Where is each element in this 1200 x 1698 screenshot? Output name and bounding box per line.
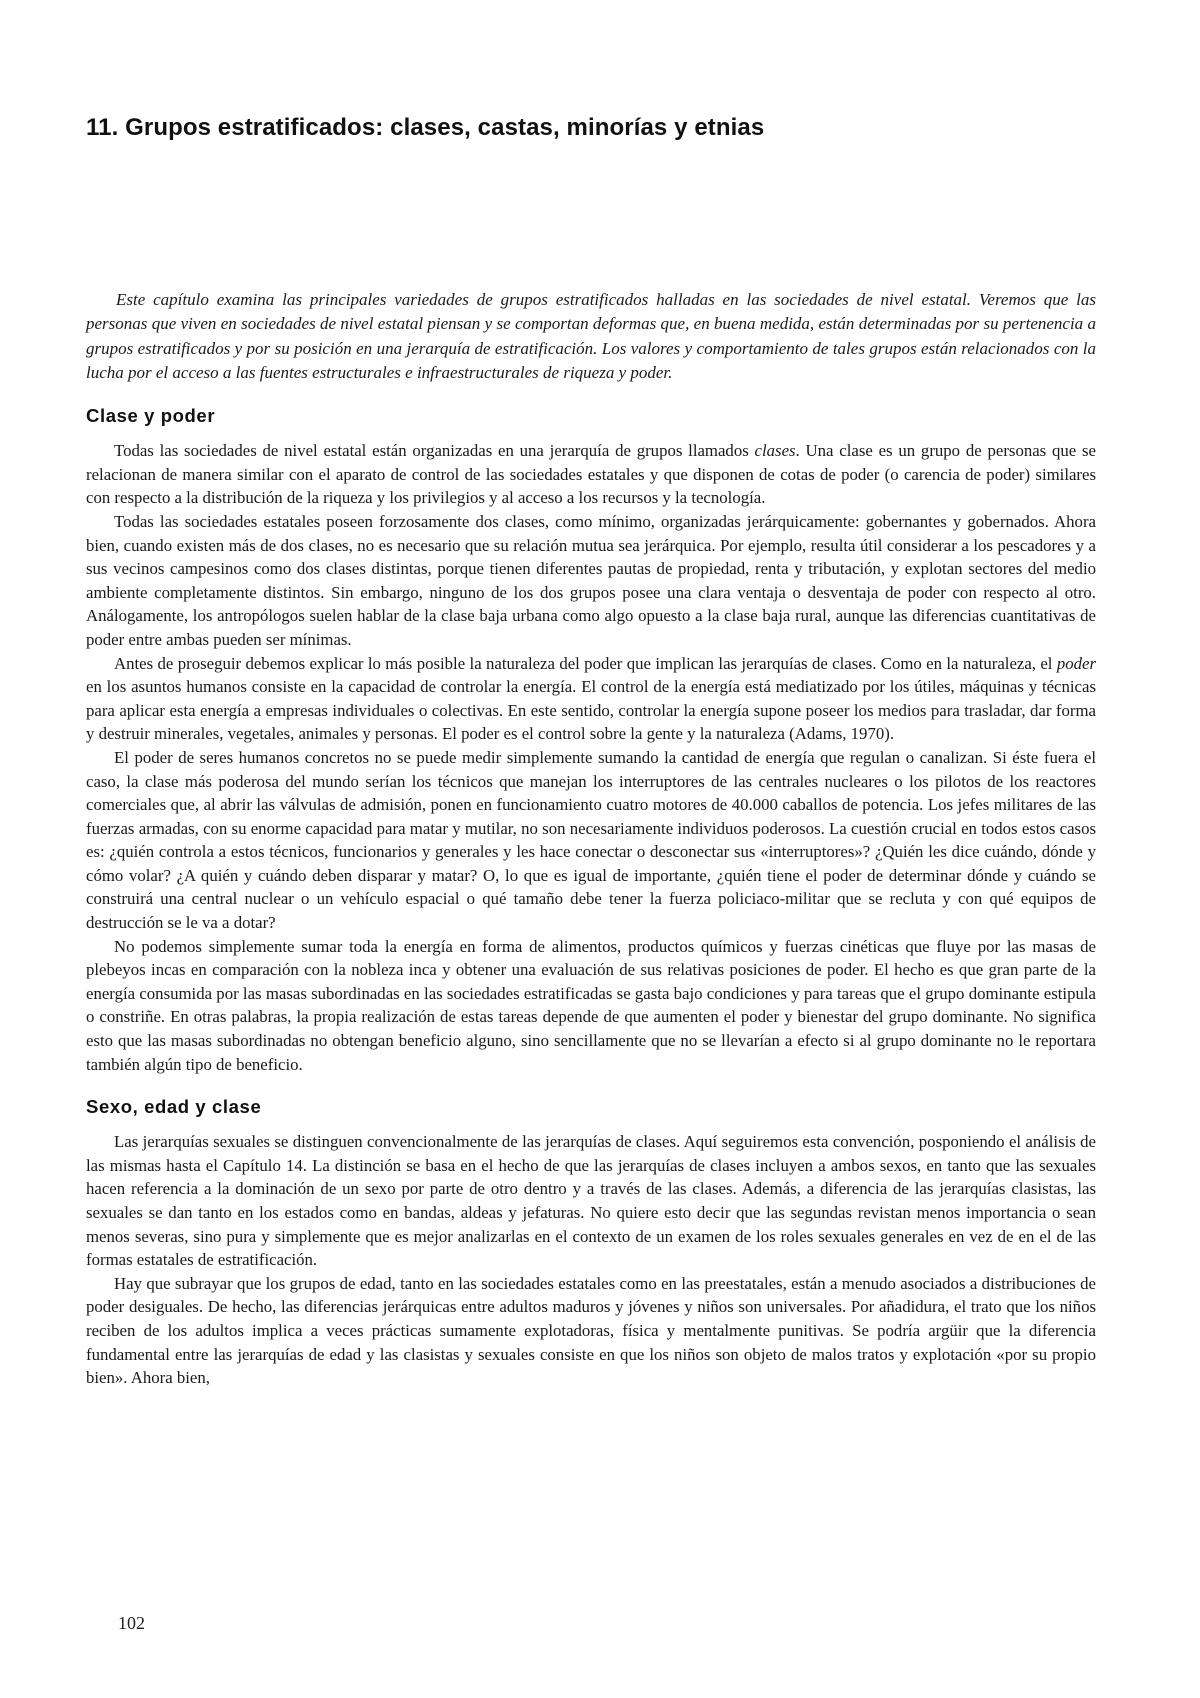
paragraph	[86, 439, 1096, 510]
paragraph-text: . Una clase es un grupo de personas que se relacionan de manera similar con el aparato de control de las sociedades estatales y que disponen de cotas de poder (o carencia de poder) similares con respecto a la distribución de la riqueza y los privilegios y al acceso a los recursos y la tecnología.	[86, 441, 1096, 508]
chapter-abstract: Este capítulo examina las principales variedades de grupos estratificados halladas en las sociedades de nivel estatal. Veremos que las personas que viven en sociedades de nivel estatal piensan y se comportan deformas que, en buena medida, están determinadas por su pertenencia a grupos estratificados y por su posición en una jerarquía de estratificación. Los valores y comportamiento de tales grupos están relacionados con la lucha por el acceso a las fuentes estructurales e infraestructurales de riqueza y poder.	[86, 290, 1096, 382]
chapter-title: 11. Grupos estratificados: clases, castas, minorías y etnias	[86, 114, 765, 141]
paragraph-text: Antes de proseguir debemos explicar lo más posible la naturaleza del poder que implican las jerarquías de clases. Como en la naturaleza, el	[114, 653, 1057, 673]
section-heading: Sexo, edad y clase	[86, 1096, 262, 1118]
section-sexo-edad-y-clase	[86, 1095, 1096, 1390]
section-heading: Clase y poder	[86, 405, 216, 427]
paragraph: El poder de seres humanos concretos no se puede medir simplemente sumando la cantidad de energía que regulan o canalizan. Si éste fuera el caso, la clase más poderosa del mundo serían los técnicos que manejan los interruptores de las centrales nucleares o los pilotos de los reactores comerciales que, al abrir las válvulas de admisión, ponen en funcionamiento cuatro motores de 40.000 caballos de potencia. Los jefes militares de las fuerzas armadas, con su enorme capacidad para matar y mutilar, no son necesariamente individuos poderosos. La cuestión crucial en todos estos casos es: ¿quién controla a estos técnicos, funcionarios y generales y les hace conectar o desconectar sus «interruptores»? ¿Quién les dice cuándo, dónde y cómo volar? ¿A quién y cuándo deben disparar y matar? O, lo que es igual de importante, ¿quién tiene el poder de determinar dónde y cuándo se construirá una central nuclear o un vehículo espacial o qué tamaño debe tener la fuerza policiaco-militar que se recluta y con qué equipos de destrucción se le va a dotar?	[86, 747, 1096, 933]
paragraph: Las jerarquías sexuales se distinguen convencionalmente de las jerarquías de clases. Aquí seguiremos esta convención, posponiendo el análisis de las mismas hasta el Capítulo 14. La distinción se basa en el hecho de que las jerarquías de clases incluyen a ambos sexos, en tanto que las sexuales hacen referencia a la dominación de un sexo por parte de otro dentro y a través de las clases. Además, a diferencia de las jerarquías clasistas, las sexuales se dan tanto en los estados como en bandas, aldeas y jefaturas. No quiere esto decir que las segundas revistan menos importancia o sean menos severas, sino pura y simplemente que es mejor analizarlas en el contexto de un examen de los roles sexuales generales en vez de en el de las formas estatales de estratificación.	[86, 1132, 1096, 1270]
paragraph: Hay que subrayar que los grupos de edad, tanto en las sociedades estatales como en las preestatales, están a menudo asociados a distribuciones de poder desiguales. De hecho, las diferencias jerárquicas entre adultos maduros y jóvenes y niños son universales. Por añadidura, el trato que los niños reciben de los adultos implica a veces prácticas sumamente explotadoras, física y mentalmente punitivas. Se podría argüir que la diferencia fundamental entre las jerarquías de edad y las clasistas y sexuales consiste en que los niños son objeto de malos tratos y explotación «por su propio bien». Ahora bien,	[86, 1273, 1096, 1388]
page-number: 102	[118, 1613, 145, 1633]
paragraph	[86, 652, 1096, 746]
emphasized-term: clases	[754, 441, 796, 461]
paragraph-text: Todas las sociedades de nivel estatal están organizadas en una jerarquía de grupos llamados	[114, 441, 755, 461]
paragraph: Todas las sociedades estatales poseen forzosamente dos clases, como mínimo, organizadas jerárquicamente: gobernantes y gobernados. Ahora bien, cuando existen más de dos clases, no es necesario que su relación mutua sea jerárquica. Por ejemplo, resulta útil considerar a los pescadores y a sus vecinos campesinos como dos clases distintas, porque tienen diferentes pautas de propiedad, renta y tributación, y explotan sectores del medio ambiente completamente distintos. Sin embargo, ninguno de los dos grupos posee una clara ventaja o desventaja de poder con respecto al otro. Análogamente, los antropólogos suelen hablar de la clase baja urbana como algo opuesto a la clase baja rural, aunque las diferencias cuantitativas de poder entre ambas pueden ser mínimas.	[86, 511, 1096, 649]
emphasized-term: poder	[1056, 653, 1096, 673]
page-body	[86, 288, 1096, 1390]
paragraph-text: en los asuntos humanos consiste en la capacidad de controlar la energía. El control de la energía está mediatizado por los útiles, máquinas y técnicas para aplicar esta energía a empresas individuales o colectivas. En este sentido, controlar la energía supone poseer los medios para trasladar, dar forma y destruir minerales, vegetales, animales y personas. El poder es el control sobre la gente y la naturaleza (Adams, 1970).	[86, 677, 1096, 744]
paragraph: No podemos simplemente sumar toda la energía en forma de alimentos, productos químicos y fuerzas cinéticas que fluye por las masas de plebeyos incas en comparación con la nobleza inca y obtener una evaluación de sus relativas posiciones de poder. El hecho es que gran parte de la energía consumida por las masas subordinadas en las sociedades estratificadas se gasta bajo condiciones y para tareas que el grupo dominante estipula o constriñe. En otras palabras, la propia realización de estas tareas depende de que aumenten el poder y bienestar del grupo dominante. No significa esto que las masas subordinadas no obtengan beneficio alguno, sino sencillamente que no se llevarían a efecto si al grupo dominante no le reportara también algún tipo de beneficio.	[86, 936, 1096, 1074]
section-clase-y-poder	[86, 404, 1096, 1076]
